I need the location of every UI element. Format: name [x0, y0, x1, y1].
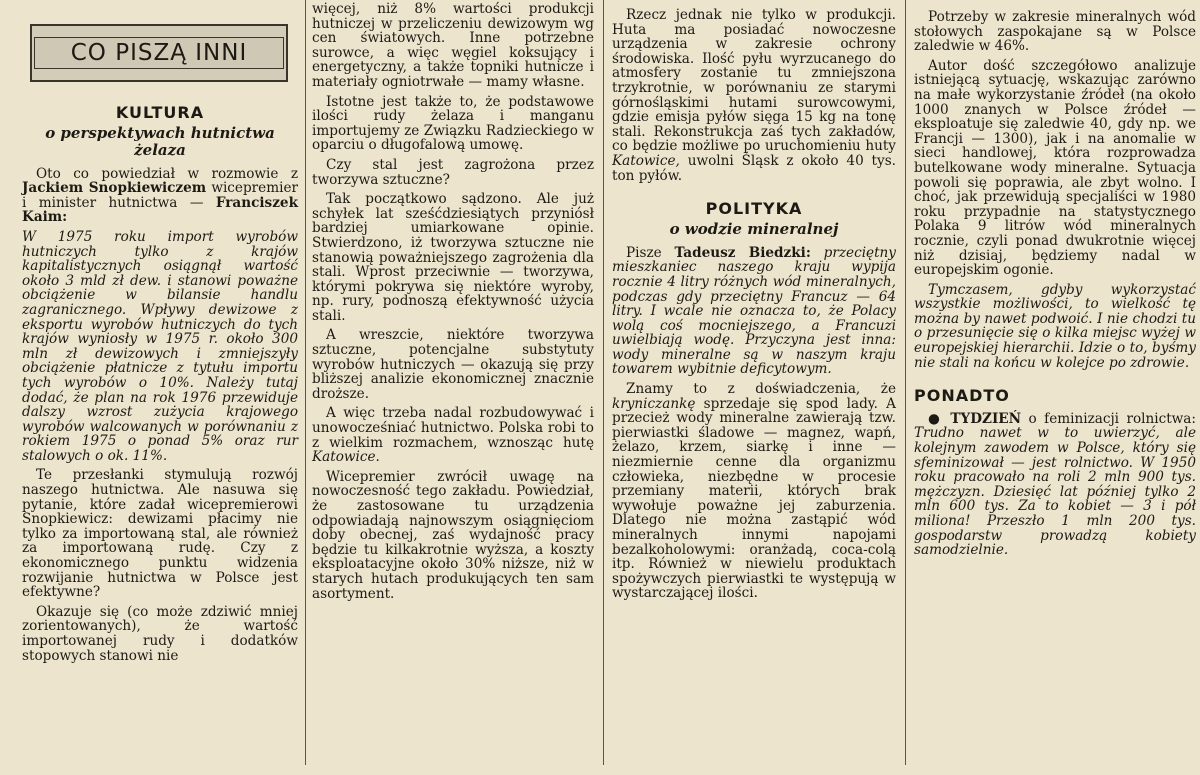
kultura-paragraph-2: Okazuje się (co może zdziwić mniej zorientowanych), że wartość importowanej rudy i dodatków stopowych stanowi nie: [22, 603, 298, 664]
column-4: [914, 10, 1196, 775]
kultura-quote: W 1975 roku import wyrobów hutniczych tylko z krajów kapitalistycznych osiągnął wartość około 3 mld zł dew. i stanowi poważne obciążenie w bilansie handlu zagranicznego. Wpływy dewizowe z eksportu wyrobów hutniczych do tych krajów wyniosły w 1975 r. około 300 mln zł dewizowych i zmniejszyły obciążenie płatnicze z tytułu importu tych wyrobów o 10%. Należy tutaj dodać, że plan na rok 1976 przewiduje dalszy wzrost zużycia krajowego wyrobów walcowanych w porównaniu z rokiem 1975 o ponad 5% oraz rur stalowych o ok. 11%.: [22, 228, 298, 464]
column-divider: [905, 0, 906, 765]
kultura-subtitle: o perspektywach hutnictwa żelaza: [45, 123, 275, 159]
polityka-paragraph-3: Autor dość szczegółowo analizuje istniejącą sytuację, wskazując zarówno na małe wykorzystanie źródeł (na około 1000 znanych w Polsce źródeł — eksploatuje się zaledwie 40, gdy np. we Francji — 1300), jak i na anomalie w sieci handlowej, która rozprowadza butelkowane wody mineralne. Sytuacja powoli się poprawia, ale zbyt wolno. I choć, jak przewidują specjaliści w 1980 roku przypadnie na statystycznego Polaka 9 litrów wód mineralnych rocznie, czyli ponad dwukrotnie więcej niż dzisiaj, będziemy nadal w europejskim ogonie.: [914, 57, 1196, 279]
kultura-paragraph-6: Tak początkowo sądzono. Ale już schyłek lat sześćdziesiątych przyniósł bardziej umiarkowane opinie. Stwierdzono, iż tworzywa sztuczne nie stanowią poważniejszego zagrożenia dla stali. Wprost przeciwnie — tworzywa, którymi pokrywa się niektóre wyroby, np. rury, podnoszą efektywność użycia stali.: [312, 191, 594, 324]
kultura-title: KULTURA: [115, 103, 205, 122]
polityka-intro: Pisze Tadeusz Biedzki: przeciętny mieszkaniec naszego kraju wypija rocznie 4 litry różnych wód mineralnych, podczas gdy przeciętny Francuz — 64 litry. I wcale nie oznacza to, że Polacy wolą coś mocniejszego, a Francuzi uwielbiają wodę. Przyczyna jest inna: wody mineralne są w naszym kraju towarem wybitnie deficytowym.: [612, 244, 896, 378]
polityka-subtitle: o wodzie mineralnej: [669, 219, 839, 238]
column-divider: [603, 0, 604, 765]
kultura-paragraph-10: Rzecz jednak nie tylko w produkcji. Huta ma posiadać nowoczesne urządzenia w zakresie ochrony środowiska. Ilość pyłu wyrzucanego do atmosfery zostanie tu zmniejszona trzykrotnie, w porównaniu ze starymi górnośląskimi hutami surowcowymi, gdzie emisja pyłów sięga 15 kg na tonę stali. Rekonstrukcja zaś tych zakładów, co będzie możliwe po uruchomieniu huty Katowice, uwolni Śląsk z około 40 tys. ton pyłów.: [612, 7, 896, 184]
column-2: [312, 2, 594, 767]
polityka-title: POLITYKA: [705, 199, 803, 219]
column-1: [22, 0, 298, 765]
kultura-paragraph-8: A więc trzeba nadal rozbudowywać i unowocześniać hutnictwo. Polska robi to z wielkim rozmachem, wznosząc hutę Katowice.: [312, 405, 594, 466]
banner-title: CO PISZĄ INNI: [34, 37, 285, 70]
polityka-paragraph-1: Znamy to z doświadczenia, że kryniczankę sprzedaje się spod lady. A przecież wody mineralne zawierają tzw. pierwiastki śladowe — magnez, wapń, żelazo, krzem, siarkę i inne — niezmiernie cenne dla organizmu człowieka, niezbędne w procesie przemiany materii, których brak wywołuje poważne jej zaburzenia. Dlatego nie można zastąpić wód mineralnych innymi napojami bezalkoholowymi: oranżadą, coca-colą itp. Również w niewielu produktach spożywczych pierwiastki te występują w wystarczającej ilości.: [612, 381, 896, 602]
kultura-paragraph-3: więcej, niż 8% wartości produkcji hutniczej w przeliczeniu dewizowym wg cen światowych. Inne potrzebne surowce, a więc węgiel koksujący i energetyczny, a także topniki hutnicze i materiały ogniotrwałe — mamy własne.: [312, 1, 594, 90]
section-banner: [30, 24, 288, 82]
column-3: [612, 8, 896, 773]
polityka-paragraph-2: Potrzeby w zakresie mineralnych wód stołowych zaspokajane są w Polsce zaledwie w 46%.: [914, 9, 1196, 55]
kultura-paragraph-9: Wicepremier zwrócił uwagę na nowoczesność tego zakładu. Powiedział, że zastosowane tu urządzenia odpowiadają najnowszym osiągnięciom doby obecnej, zaś wydajność pracy będzie tu kilkakrotnie wyższa, a koszty eksploatacyjne około 30% niższe, niż w starych hutach produkujących ten sam asortyment.: [312, 468, 594, 602]
bullet-icon: ●: [928, 410, 943, 427]
kultura-paragraph-7: A wreszcie, niektóre tworzywa sztuczne, potencjalne substytuty wyrobów hutniczych — okazują się przy bliższej analizie ekonomicznej znacznie droższe.: [312, 327, 594, 402]
ponadto-title: PONADTO: [914, 386, 1010, 406]
column-divider: [305, 0, 306, 765]
ponadto-item: ● TYDZIEŃ o feminizacji rolnictwa: Trudno nawet w to uwierzyć, ale kolejnym zawodem w Polsce, który się sfeminizował — jest rolnictwo. W 1950 roku pracowało na roli 2 mln 900 tys. mężczyzn. Dziesięć lat później tylko 2 mln 600 tys. Za to kobiet — 3 i pół miliona! Przeszło 1 mln 200 tys. gospodarstw prowadzą kobiety samodzielnie.: [914, 410, 1196, 559]
polityka-paragraph-4: Tymczasem, gdyby wykorzystać wszystkie możliwości, to wielkość tę można by nawet podwoić. I nie chodzi tu o przesunięcie się o kilka miejsc wyżej w europejskiej hierarchii. Idzie o to, byśmy nie stali na końcu w kolejce po zdrowie.: [914, 281, 1196, 371]
kultura-paragraph-4: Istotne jest także to, że podstawowe ilości rudy żelaza i manganu importujemy ze Związku Radzieckiego w oparciu o długofalową umowę.: [312, 93, 594, 154]
kultura-paragraph-5: Czy stal jest zagrożona przez tworzywa sztuczne?: [312, 156, 594, 188]
kultura-paragraph-1: Te przesłanki stymulują rozwój naszego hutnictwa. Ale nasuwa się pytanie, które zadał wicepremierowi Snopkiewicz: dewizami płacimy nie tylko za importowaną stal, ale również za importowaną rudę. Czy z ekonomicznego punktu widzenia rozwijanie hutnictwa w Polsce jest efektywne?: [22, 467, 298, 601]
kultura-intro: Oto co powiedział w rozmowie z Jackiem Snopkiewiczem wicepremier i minister hutnictwa — Franciszek Kaim:: [22, 165, 298, 226]
